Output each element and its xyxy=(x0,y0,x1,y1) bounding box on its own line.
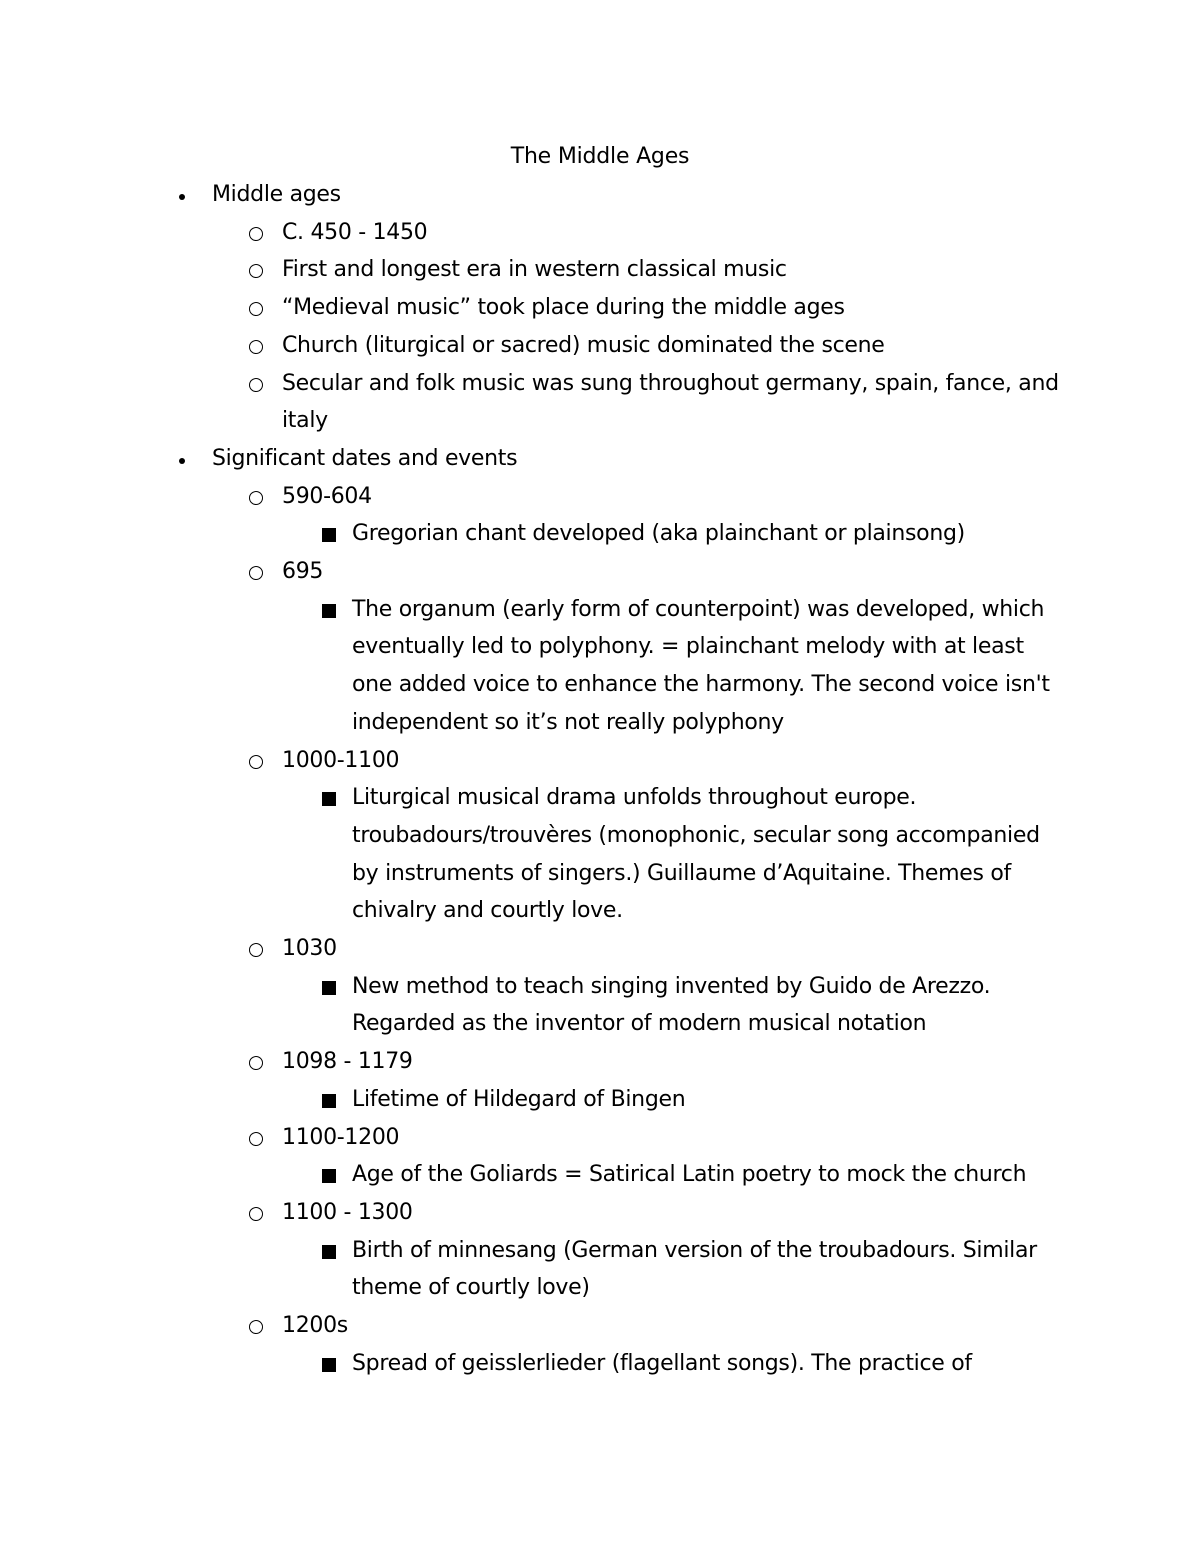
outline-item xyxy=(0,1119,1062,1157)
outline-item-text: 1000-1100 xyxy=(282,747,400,773)
outline-item xyxy=(0,1043,1062,1081)
outline-item-text: 695 xyxy=(282,559,324,585)
outline-item xyxy=(0,440,1062,478)
square-bullet-icon xyxy=(322,792,336,806)
outline-item xyxy=(0,251,1062,289)
square-bullet-icon xyxy=(322,1169,336,1183)
outline-item xyxy=(0,1081,1062,1119)
outline-item xyxy=(0,214,1062,252)
outline-item-text: New method to teach singing invented by Guido de Arezzo. Regarded as the inventor of modern musical notation xyxy=(352,973,991,1037)
outline-item-text: Secular and folk music was sung throughout germany, spain, fance, and italy xyxy=(282,370,1059,434)
outline-item xyxy=(0,365,1062,440)
outline-item xyxy=(0,1156,1062,1194)
outline-item xyxy=(0,930,1062,968)
filled-bullet-icon xyxy=(179,458,185,464)
outline-item xyxy=(0,591,1062,742)
outline-item-text: Spread of geisslerlieder (flagellant songs). The practice of xyxy=(352,1350,972,1376)
outline-item-text: 1200s xyxy=(282,1313,348,1339)
outline-item-text: Liturgical musical drama unfolds throughout europe. troubadours/trouvères (monophonic, secular song accompanied by instruments of singers.) Guillaume d’Aquitaine. Themes of chivalry and courtly love. xyxy=(352,785,1040,924)
outline-item xyxy=(0,176,1062,214)
outline-item-text: Birth of minnesang (German version of the troubadours. Similar theme of courtly love) xyxy=(352,1237,1037,1301)
outline-item xyxy=(0,478,1062,516)
hollow-circle-bullet-icon xyxy=(249,566,263,580)
hollow-circle-bullet-icon xyxy=(249,378,263,392)
outline-item xyxy=(0,779,1062,930)
outline-item-text: Significant dates and events xyxy=(212,445,518,471)
outline-item-text: “Medieval music” took place during the middle ages xyxy=(282,295,845,321)
outline-item xyxy=(0,553,1062,591)
hollow-circle-bullet-icon xyxy=(249,302,263,316)
outline-item-text: 1098 - 1179 xyxy=(282,1049,413,1075)
outline-item xyxy=(0,968,1062,1043)
outline-item-text: 590-604 xyxy=(282,483,372,509)
square-bullet-icon xyxy=(322,528,336,542)
outline-item xyxy=(0,289,1062,327)
outline-item xyxy=(0,1194,1062,1232)
outline-item-text: Gregorian chant developed (aka plainchant or plainsong) xyxy=(352,521,965,547)
hollow-circle-bullet-icon xyxy=(249,264,263,278)
square-bullet-icon xyxy=(322,1094,336,1108)
square-bullet-icon xyxy=(322,981,336,995)
outline-item xyxy=(0,515,1062,553)
outline-list xyxy=(0,176,1200,1383)
outline-item xyxy=(0,327,1062,365)
hollow-circle-bullet-icon xyxy=(249,227,263,241)
outline-item-text: Age of the Goliards = Satirical Latin poetry to mock the church xyxy=(352,1162,1027,1188)
square-bullet-icon xyxy=(322,604,336,618)
outline-item-text: C. 450 - 1450 xyxy=(282,219,428,245)
hollow-circle-bullet-icon xyxy=(249,1132,263,1146)
outline-item-text: 1100-1200 xyxy=(282,1124,400,1150)
hollow-circle-bullet-icon xyxy=(249,491,263,505)
outline-item-text: 1100 - 1300 xyxy=(282,1199,413,1225)
outline-item-text: First and longest era in western classical music xyxy=(282,257,787,283)
filled-bullet-icon xyxy=(179,194,185,200)
hollow-circle-bullet-icon xyxy=(249,340,263,354)
outline-item-text: Lifetime of Hildegard of Bingen xyxy=(352,1086,686,1112)
square-bullet-icon xyxy=(322,1245,336,1259)
outline-item xyxy=(0,1307,1062,1345)
outline-item-text: The organum (early form of counterpoint) was developed, which eventually led to polyphony. = plainchant melody with at least one added voice to enhance the harmony. The second voice isn't independent so it’s not really polyphony xyxy=(352,596,1050,735)
hollow-circle-bullet-icon xyxy=(249,1056,263,1070)
outline-item-text: Middle ages xyxy=(212,182,341,207)
outline-item-text: Church (liturgical or sacred) music dominated the scene xyxy=(282,332,885,358)
hollow-circle-bullet-icon xyxy=(249,1207,263,1221)
hollow-circle-bullet-icon xyxy=(249,755,263,769)
hollow-circle-bullet-icon xyxy=(249,1320,263,1334)
outline-item xyxy=(0,1345,1062,1383)
outline-item xyxy=(0,742,1062,780)
square-bullet-icon xyxy=(322,1358,336,1372)
page-title: The Middle Ages xyxy=(510,144,690,169)
outline-item-text: 1030 xyxy=(282,936,337,962)
hollow-circle-bullet-icon xyxy=(249,943,263,957)
outline-item xyxy=(0,1232,1062,1307)
